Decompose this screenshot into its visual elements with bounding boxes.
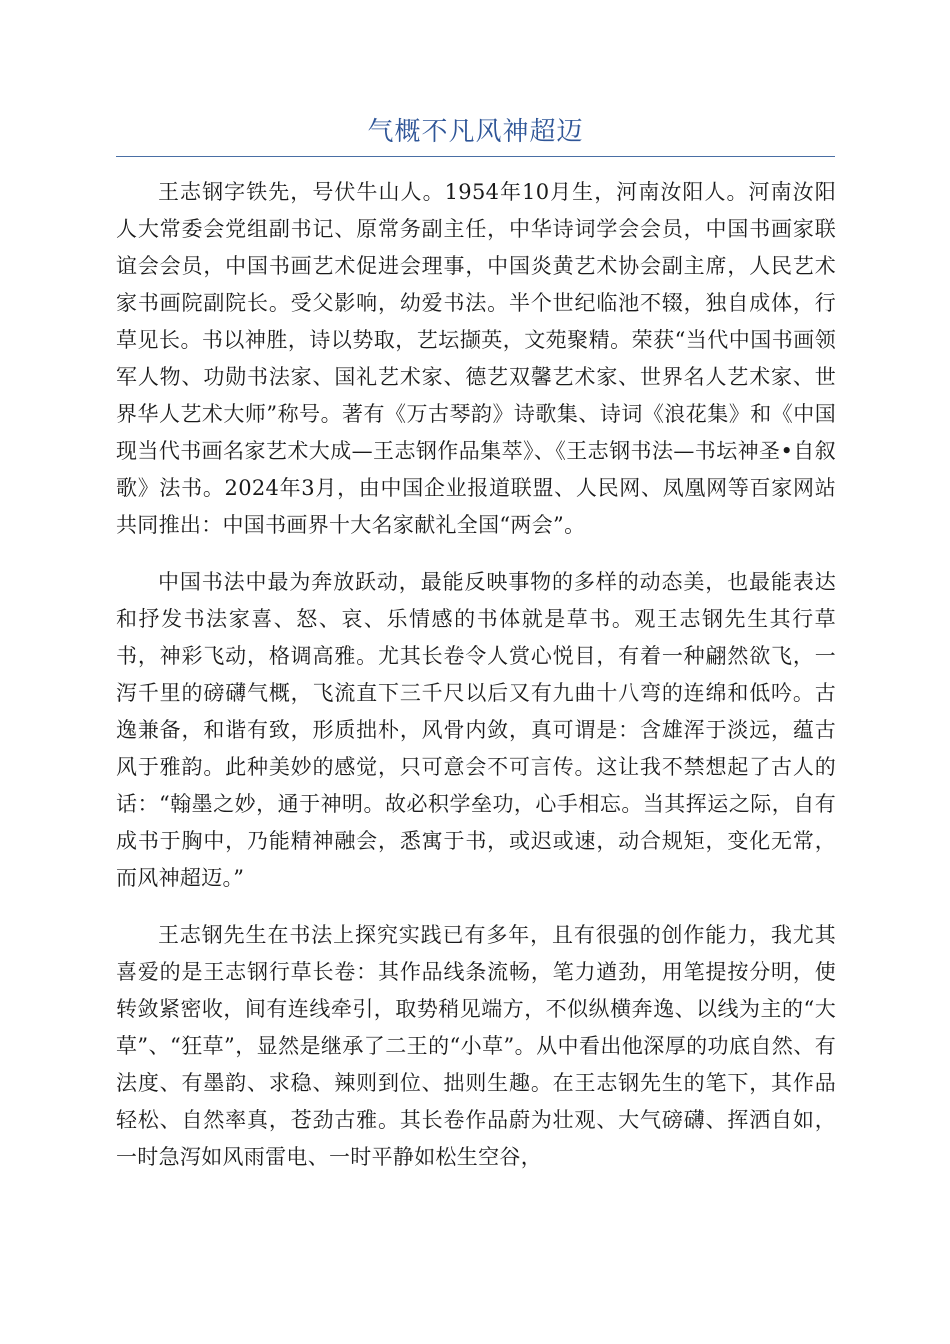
document-title: 气概不凡风神超迈: [367, 117, 584, 147]
paragraph-long-scroll: 王志钢先生在书法上探究实践已有多年，且有很强的创作能力，我尤其喜爱的是王志钢行草长卷：其作品线条流畅，笔力遒劲，用笔提按分明，使转敛紧密收，间有连线牵引，取势稍见端方，不似纵横奔逸、以线为主的“大草”、“狂草”，显然是继承了二王的“小草”。从中看出他深厚的功底自然、有法度、有墨韵、求稳、辣则到位、拙则生趣。在王志钢先生的笔下，其作品轻松、自然率真，苍劲古雅。其长卷作品蔚为壮观、大气磅礴、挥洒自如，一时急泻如风雨雷电、一时平静如松生空谷，: [116, 923, 836, 1169]
paragraph-cursive-script: 中国书法中最为奔放跃动，最能反映事物的多样的动态美，也最能表达和抒发书法家喜、怒、哀、乐情感的书体就是草书。观王志钢先生其行草书，神彩飞动，格调高雅。尤其长卷令人赏心悦目，有着一种翩然欲飞，一泻千里的磅礴气概，飞流直下三千尺以后又有九曲十八弯的连绵和低吟。古逸兼备，和谐有致，形质拙朴，风骨内敛，真可谓是：含雄浑于淡远，蕴古风于雅韵。此种美妙的感觉，只可意会不可言传。这让我不禁想起了古人的话：“翰墨之妙，通于神明。故必积学垒功，心手相忘。当其挥运之际，自有成书于胸中，乃能精神融会，悉寓于书，或迟或速，动合规矩，变化无常，而风神超迈。”: [116, 570, 836, 890]
title-block: [116, 108, 835, 157]
document-body: [116, 174, 836, 1196]
paragraph-biography: 王志钢字铁先，号伏牛山人。1954年10月生，河南汝阳人。河南汝阳人大常委会党组副书记、原常务副主任，中华诗词学会会员，中国书画家联谊会会员，中国书画艺术促进会理事，中国炎黄艺术协会副主席，人民艺术家书画院副院长。受父影响，幼爱书法。半个世纪临池不辍，独自成体，行草见长。书以神胜，诗以势取，艺坛撷英，文苑聚精。荣获“当代中国书画领军人物、功勋书法家、国礼艺术家、德艺双馨艺术家、世界名人艺术家、世界华人艺术大师”称号。著有《万古琴韵》诗歌集、诗词《浪花集》和《中国现当代书画名家艺术大成—王志钢作品集萃》、《王志钢书法—书坛神圣•自叙歌》法书。2024年3月，由中国企业报道联盟、人民网、凤凰网等百家网站共同推出：中国书画界十大名家献礼全国“两会”。: [116, 180, 836, 537]
